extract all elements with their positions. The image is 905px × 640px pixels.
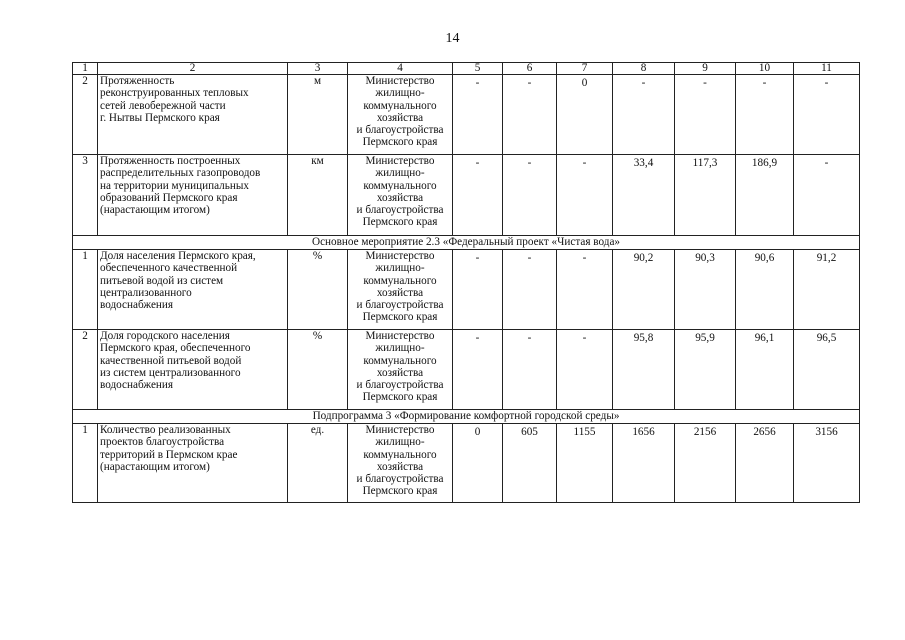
unit: км <box>288 155 348 236</box>
value-cell: 90,2 <box>613 250 675 330</box>
header-cell: 2 <box>98 63 288 75</box>
value-cell: - <box>503 250 557 330</box>
value-cell: 95,9 <box>675 330 736 410</box>
indicator-name: Протяженность построенных распределительных газопроводов на территории муниципальных образований Пермского края (нарастающим итогом) <box>98 155 288 236</box>
value-cell: 3156 <box>794 424 860 503</box>
value-cell: - <box>453 250 503 330</box>
page-number: 14 <box>445 31 460 46</box>
value-cell: 1155 <box>557 424 613 503</box>
value-cell: 605 <box>503 424 557 503</box>
row-number: 1 <box>73 424 98 503</box>
row-number: 2 <box>73 330 98 410</box>
value-cell: - <box>613 75 675 155</box>
indicator-name: Доля городского населения Пермского края, обеспеченного качественной питьевой водой из систем централизованного водоснабжения <box>98 330 288 410</box>
value-cell: - <box>453 75 503 155</box>
value-cell: - <box>453 155 503 236</box>
header-cell: 9 <box>675 63 736 75</box>
value-cell: 96,1 <box>736 330 794 410</box>
table-row <box>73 155 860 236</box>
indicators-table <box>72 62 860 503</box>
row-number: 1 <box>73 250 98 330</box>
section-row <box>73 410 860 424</box>
header-cell: 1 <box>73 63 98 75</box>
unit: м <box>288 75 348 155</box>
section-title: Подпрограмма 3 «Формирование комфортной городской среды» <box>73 410 860 424</box>
header-cell: 8 <box>613 63 675 75</box>
indicator-name: Доля населения Пермского края, обеспеченного качественной питьевой водой из систем централизованного водоснабжения <box>98 250 288 330</box>
value-cell: - <box>675 75 736 155</box>
value-cell: - <box>503 330 557 410</box>
value-cell: 90,6 <box>736 250 794 330</box>
indicator-name: Протяженность реконструированных тепловых сетей левобережной части г. Нытвы Пермского края <box>98 75 288 155</box>
responsible: Министерство жилищно- коммунального хозяйства и благоустройства Пермского края <box>348 155 453 236</box>
unit: ед. <box>288 424 348 503</box>
value-cell: 90,3 <box>675 250 736 330</box>
header-cell: 4 <box>348 63 453 75</box>
value-cell: - <box>557 155 613 236</box>
unit: % <box>288 250 348 330</box>
value-cell: - <box>794 155 860 236</box>
value-cell: 0 <box>557 75 613 155</box>
table-row <box>73 250 860 330</box>
value-cell: 95,8 <box>613 330 675 410</box>
section-title: Основное мероприятие 2.3 «Федеральный проект «Чистая вода» <box>73 236 860 250</box>
value-cell: - <box>557 250 613 330</box>
responsible: Министерство жилищно- коммунального хозяйства и благоустройства Пермского края <box>348 250 453 330</box>
value-cell: - <box>503 155 557 236</box>
header-cell: 5 <box>453 63 503 75</box>
header-cell: 7 <box>557 63 613 75</box>
header-cell: 6 <box>503 63 557 75</box>
section-row <box>73 236 860 250</box>
value-cell: 2656 <box>736 424 794 503</box>
value-cell: 33,4 <box>613 155 675 236</box>
responsible: Министерство жилищно- коммунального хозяйства и благоустройства Пермского края <box>348 75 453 155</box>
value-cell: - <box>453 330 503 410</box>
table-header-row <box>73 63 860 75</box>
value-cell: - <box>503 75 557 155</box>
table-row <box>73 330 860 410</box>
value-cell: - <box>557 330 613 410</box>
value-cell: 91,2 <box>794 250 860 330</box>
value-cell: 117,3 <box>675 155 736 236</box>
value-cell: - <box>794 75 860 155</box>
row-number: 2 <box>73 75 98 155</box>
value-cell: - <box>736 75 794 155</box>
indicator-name: Количество реализованных проектов благоустройства территорий в Пермском крае (нарастающим итогом) <box>98 424 288 503</box>
header-cell: 3 <box>288 63 348 75</box>
table-row <box>73 424 860 503</box>
header-cell: 10 <box>736 63 794 75</box>
header-cell: 11 <box>794 63 860 75</box>
value-cell: 96,5 <box>794 330 860 410</box>
table-row <box>73 75 860 155</box>
value-cell: 186,9 <box>736 155 794 236</box>
row-number: 3 <box>73 155 98 236</box>
responsible: Министерство жилищно- коммунального хозяйства и благоустройства Пермского края <box>348 330 453 410</box>
value-cell: 1656 <box>613 424 675 503</box>
unit: % <box>288 330 348 410</box>
value-cell: 2156 <box>675 424 736 503</box>
value-cell: 0 <box>453 424 503 503</box>
responsible: Министерство жилищно- коммунального хозяйства и благоустройства Пермского края <box>348 424 453 503</box>
